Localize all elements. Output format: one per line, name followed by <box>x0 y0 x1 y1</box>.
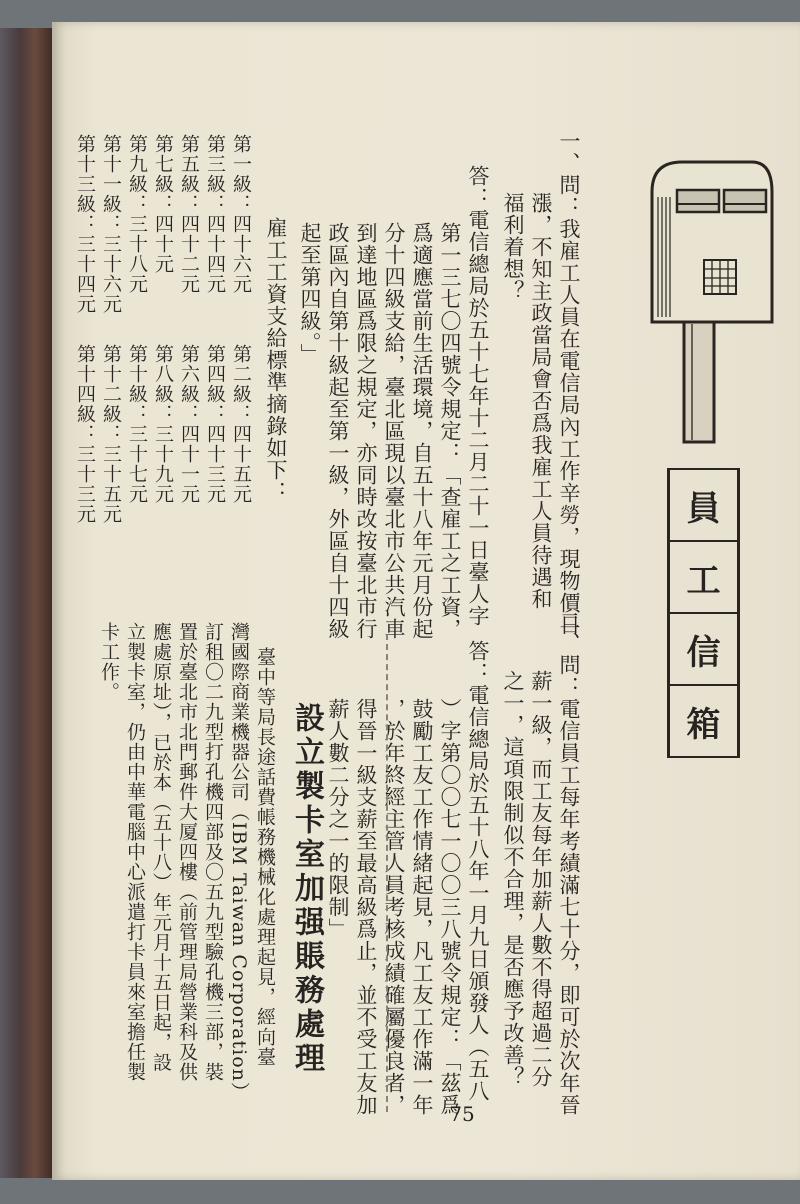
section-title-char: 工 <box>670 540 737 612</box>
wage-entry: 第八級：三十九元 <box>152 344 174 504</box>
a2-line: 答：電信總局於五十八年一月九日頒發人（五八 <box>466 640 490 1102</box>
section-title-char: 信 <box>670 612 737 684</box>
wage-entry: 第十四級：三十三元 <box>74 344 96 524</box>
wage-entry: 第九級：三十八元 <box>126 134 148 294</box>
section-title-char: 箱 <box>670 684 737 758</box>
article-line: 臺中等局長途話費帳務機械化處理起見，經向臺 <box>254 647 276 1067</box>
column-divider <box>386 634 388 1112</box>
wage-entry: 第七級：四十元 <box>152 134 174 274</box>
q2-line: 薪一級，而工友每年加薪人數不得超過二分 <box>529 670 553 1088</box>
q2-line: 二、問：電信員工每年考績滿七十分，即可於次年晉 <box>557 610 581 1116</box>
wage-entry: 第五級：四十二元 <box>178 134 200 294</box>
article-line: 置於臺北市北門郵件大厦四樓（前管理局營業科及供 <box>176 622 198 1082</box>
wage-entry: 第一級：四十六元 <box>230 134 252 294</box>
book-binding <box>0 28 58 1178</box>
q1-line: 漲，不知主政當局會否爲我雇工人員待遇和 <box>529 192 553 610</box>
a2-line: ，於年終經主管人員考核成績確屬優良者， <box>382 698 406 1116</box>
a1-line: 答：電信總局於五十七年十二月二十一日臺人字 <box>466 165 490 627</box>
wage-entry: 第十級：三十七元 <box>126 344 148 504</box>
a1-line: 爲適應當前生活環境，自五十八年元月份起 <box>410 222 434 640</box>
a2-line: 薪人數二分之一的限制」 <box>326 698 350 940</box>
article-line: 立製卡室，仍由中華電腦中心派遣打卡員來室擔任製 <box>124 622 146 1082</box>
wage-entry: 第三級：四十四元 <box>204 134 226 294</box>
section-title-char: 員 <box>670 468 737 540</box>
a1-line: 分十四級支給，臺北區現以臺北市公共汽車 <box>382 222 406 640</box>
wage-entry: 第六級：四十一元 <box>178 344 200 504</box>
wage-entry: 第四級：四十三元 <box>204 344 226 504</box>
section-title-box <box>667 468 740 758</box>
wage-entry: 第十二級：三十五元 <box>100 344 122 524</box>
q1-line: 一、問：我雇工人員在電信局內工作辛勞，現物價日 <box>557 130 581 636</box>
a1-line: 起至第四級。」 <box>298 222 322 366</box>
a1-line: 第一三七〇四號令規定：「查雇工之工資， <box>438 222 462 640</box>
wage-entry: 第二級：四十五元 <box>230 344 252 504</box>
a1-line: 到達地區爲限之規定，亦同時改按臺北市行 <box>354 222 378 640</box>
a2-line: 得晉一級支薪至最高級爲止，並不受工友加 <box>354 698 378 1116</box>
a2-line: 鼓勵工友工作情緒起見，凡工友工作滿一年 <box>410 698 434 1116</box>
article-title: 設立製卡室加强賬務處理 <box>289 702 324 1076</box>
q2-line: 之一，這項限制似不合理，是否應予改善？ <box>501 670 525 1088</box>
a2-line: ）字第〇〇七一〇〇三八號令規定：「茲爲 <box>438 698 462 1116</box>
wage-entry: 第十一級：三十六元 <box>100 134 122 314</box>
article-line: 應處原址），已於本（五十八）年元月十五日起，設 <box>150 622 172 1073</box>
q1-line: 福利着想？ <box>501 192 525 302</box>
page-number: 75 <box>449 1102 475 1126</box>
article-line: 灣國際商業機器公司（IBM Taiwan Corporation） <box>228 622 250 1102</box>
a1-line: 政區內自第十級起至第一級，外區自十四級 <box>326 222 350 640</box>
wage-intro: 雇工工資支給標準摘錄如下： <box>264 217 288 503</box>
wage-entry: 第十三級：三十四元 <box>74 134 96 314</box>
article-line: 卡工作。 <box>98 622 120 702</box>
document-page <box>52 22 800 1180</box>
article-line: 訂租〇二九型打孔機四部及〇五九型驗孔機三部，裝 <box>202 622 224 1082</box>
mailbox-icon <box>642 152 782 452</box>
